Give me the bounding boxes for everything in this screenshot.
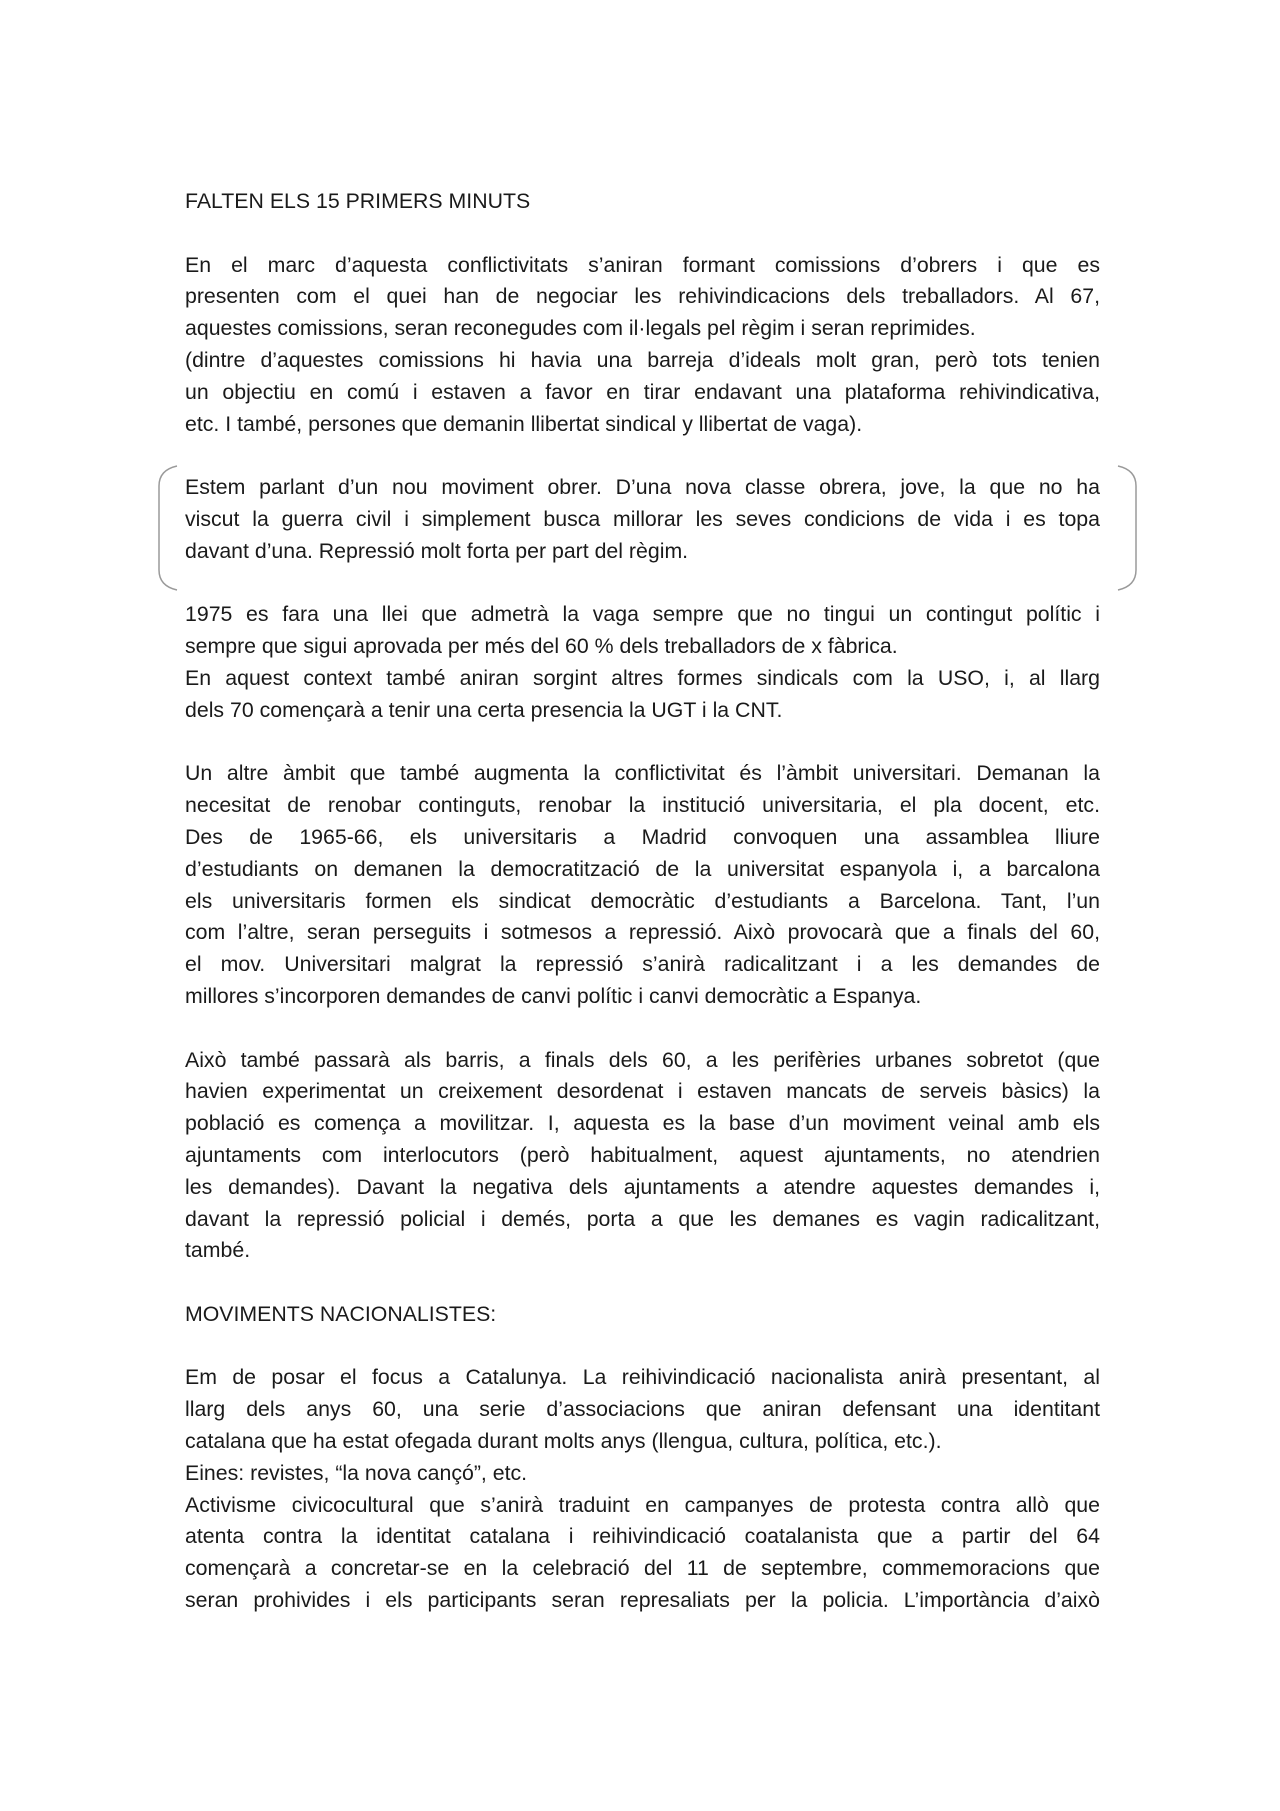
text-line: Activisme civicocultural que s’anirà traduint en campanyes de protesta contra allò que — [185, 1492, 1100, 1517]
text-line: com l’altre, seran perseguits i sotmesos a repressió. Això provocarà que a finals del 60, — [185, 920, 1100, 945]
text-line: ajuntaments com interlocutors (però habitualment, aquest ajuntaments, no atendrien — [185, 1142, 1100, 1167]
text-line: seran prohivides i els participants seran represaliats per la policia. L’importància d’això — [185, 1588, 1100, 1613]
text-line: viscut la guerra civil i simplement busca millorar les seves condicions de vida i es topa — [185, 506, 1100, 531]
text-line: Eines: revistes, “la nova cançó”, etc. — [185, 1460, 528, 1485]
text-line: Em de posar el focus a Catalunya. La reihivindicació nacionalista anirà presentant, al — [185, 1365, 1100, 1390]
text-line: d’estudiants on demanen la democratització de la universitat espanyola i, a barcalona — [185, 856, 1100, 881]
text-line: etc. I també, persones que demanin llibertat sindical y llibertat de vaga). — [185, 411, 863, 436]
text-line: Des de 1965-66, els universitaris a Madrid convoquen una assamblea lliure — [185, 824, 1100, 849]
text-line: aquestes comissions, seran reconegudes com il·legals pel règim i seran reprimides. — [185, 316, 976, 341]
quote-new-workers-movement — [185, 472, 1100, 567]
text-line: presenten com el quei han de negociar les rehivindicacions dels treballadors. Al 67, — [185, 284, 1100, 309]
text-line: millores s’incorporen demandes de canvi polític i canvi democràtic a Espanya. — [185, 983, 922, 1008]
text-line: necesitat de renobar continguts, renobar la institució universitaria, el pla docent, etc. — [185, 793, 1100, 818]
text-line: (dintre d’aquestes comissions hi havia una barreja d’ideals molt gran, però tots tenien — [185, 347, 1100, 372]
text-line: les demandes). Davant la negativa dels ajuntaments a atendre aquestes demandes i, — [185, 1174, 1100, 1199]
paragraph-neighborhoods — [185, 1045, 1100, 1268]
text-line: davant d’una. Repressió molt forta per part del règim. — [185, 538, 689, 563]
text-line: havien experimentat un creixement desordenat i estaven mancats de serveis bàsics) la — [185, 1079, 1100, 1104]
text-line: atenta contra la identitat catalana i reihivindicació coatalanista que a partir del 64 — [185, 1524, 1100, 1549]
text-line: dels 70 començarà a tenir una certa presencia la UGT i la CNT. — [185, 697, 783, 722]
document-page — [185, 186, 1100, 1649]
text-line: Això també passarà als barris, a finals dels 60, a les perifèries urbanes sobretot (que — [185, 1047, 1100, 1072]
text-line: catalana que ha estat ofegada durant molts anys (llengua, cultura, política, etc.). — [185, 1429, 942, 1454]
text-line: un objectiu en comú i estaven a favor en tirar endavant una plataforma rehivindicativa, — [185, 379, 1100, 404]
heading-missing-minutes: FALTEN ELS 15 PRIMERS MINUTS — [185, 189, 531, 213]
text-line: davant la repressió policial i demés, porta a que les demanes es vagin radicalitzant, — [185, 1206, 1100, 1231]
text-line: En aquest context també aniran sorgint altres formes sindicals com la USO, i, al llarg — [185, 665, 1100, 690]
text-line: els universitaris formen els sindicat democràtic d’estudiants a Barcelona. Tant, l’un — [185, 888, 1100, 913]
text-line: En el marc d’aquesta conflictivitats s’aniran formant comissions d’obrers i que es — [185, 252, 1100, 277]
heading-nationalist-movements: MOVIMENTS NACIONALISTES: — [185, 1301, 497, 1326]
text-line: el mov. Universitari malgrat la repressió s’anirà radicalitzant i a les demandes de — [185, 952, 1100, 977]
text-line: Estem parlant d’un nou moviment obrer. D’una nova classe obrera, jove, la que no ha — [185, 475, 1100, 500]
text-line: 1975 es fara una llei que admetrà la vaga sempre que no tingui un contingut polític i — [185, 602, 1100, 627]
text-line: començarà a concretar-se en la celebració del 11 de septembre, commemoracions que — [185, 1556, 1100, 1581]
paragraph-catalonia — [185, 1362, 1100, 1616]
text-line: llarg dels anys 60, una serie d’associacions que aniran defensant una identitant — [185, 1397, 1100, 1422]
text-line: Un altre àmbit que també augmenta la conflictivitat és l’àmbit universitari. Demanan la — [185, 761, 1100, 786]
text-line: població es comença a movilitzar. I, aquesta es la base d’un moviment veinal amb els — [185, 1111, 1100, 1136]
paragraph-worker-commissions — [185, 250, 1100, 441]
left-bracket-icon — [155, 464, 179, 592]
paragraph-university — [185, 758, 1100, 1012]
text-line: sempre que sigui aprovada per més del 60 % dels treballadors de x fàbrica. — [185, 634, 898, 659]
paragraph-strike-law — [185, 599, 1100, 726]
text-line: també. — [185, 1238, 251, 1263]
right-bracket-icon — [1116, 464, 1140, 592]
